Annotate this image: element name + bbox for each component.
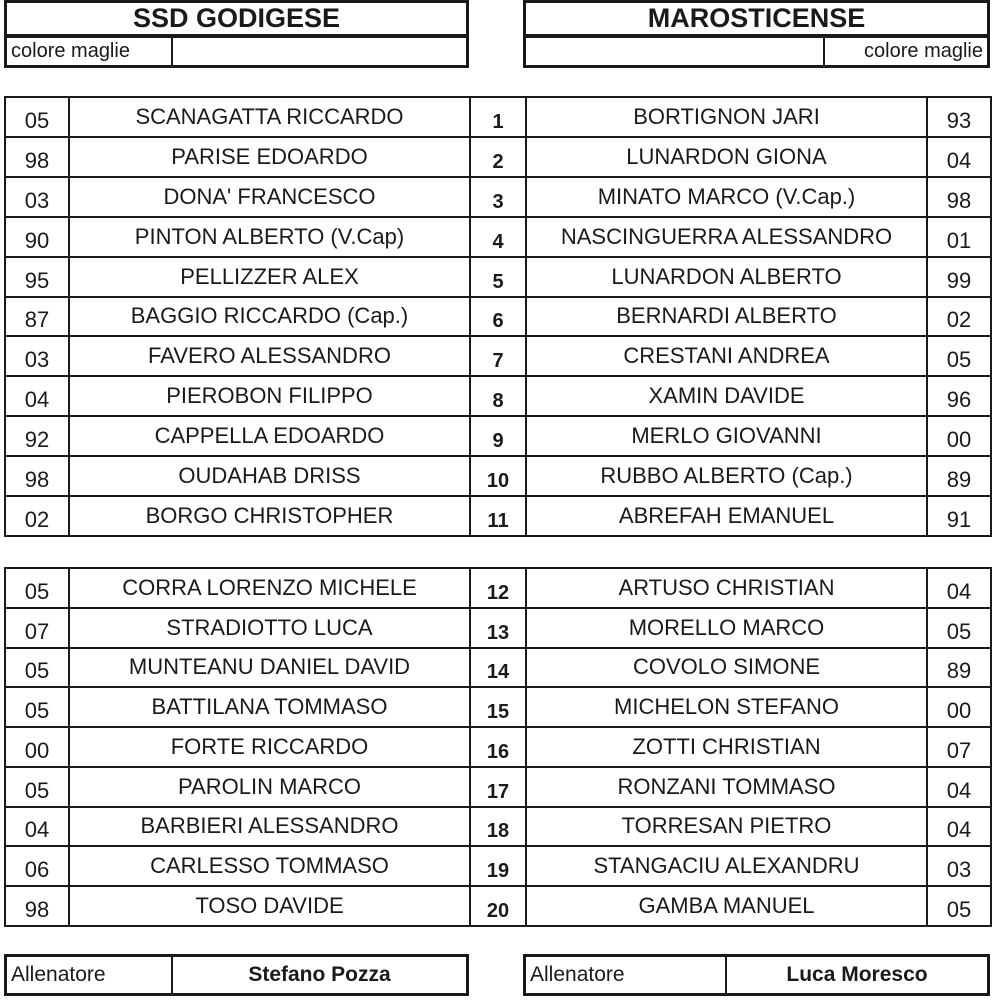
away-birth-year: 05 xyxy=(927,608,991,648)
home-player-name: FAVERO ALESSANDRO xyxy=(69,336,470,376)
home-player-name: TOSO DAVIDE xyxy=(69,886,470,926)
table-row xyxy=(5,767,991,807)
away-player-name: RONZANI TOMMASO xyxy=(526,767,927,807)
home-player-name: CORRA LORENZO MICHELE xyxy=(69,568,470,608)
home-player-name: BAGGIO RICCARDO (Cap.) xyxy=(69,297,470,337)
table-row xyxy=(5,177,991,217)
away-player-name: BORTIGNON JARI xyxy=(526,97,927,137)
home-player-name: SCANAGATTA RICCARDO xyxy=(69,97,470,137)
shirt-number: 5 xyxy=(470,257,526,297)
shirt-number: 15 xyxy=(470,687,526,727)
away-player-name: MICHELON STEFANO xyxy=(526,687,927,727)
shirt-number: 1 xyxy=(470,97,526,137)
away-birth-year: 99 xyxy=(927,257,991,297)
shirt-number: 12 xyxy=(470,568,526,608)
home-birth-year: 00 xyxy=(5,727,69,767)
home-birth-year: 03 xyxy=(5,177,69,217)
away-player-name: STANGACIU ALEXANDRU xyxy=(526,846,927,886)
home-birth-year: 98 xyxy=(5,886,69,926)
away-player-name: NASCINGUERRA ALESSANDRO xyxy=(526,217,927,257)
table-row xyxy=(5,376,991,416)
away-birth-year: 89 xyxy=(927,456,991,496)
home-player-name: MUNTEANU DANIEL DAVID xyxy=(69,648,470,688)
away-player-name: CRESTANI ANDREA xyxy=(526,336,927,376)
away-team-name-text: MAROSTICENSE xyxy=(647,3,866,33)
home-team-name-text: SSD GODIGESE xyxy=(132,3,341,33)
home-birth-year: 07 xyxy=(5,608,69,648)
away-birth-year: 03 xyxy=(927,846,991,886)
away-player-name: LUNARDON ALBERTO xyxy=(526,257,927,297)
away-player-name: GAMBA MANUEL xyxy=(526,886,927,926)
table-row xyxy=(5,456,991,496)
away-kit-label: colore maglie xyxy=(864,40,983,62)
away-coach-row xyxy=(523,954,990,996)
away-kit-row xyxy=(523,35,990,68)
home-player-name: CAPPELLA EDOARDO xyxy=(69,416,470,456)
away-player-name: ARTUSO CHRISTIAN xyxy=(526,568,927,608)
shirt-number: 9 xyxy=(470,416,526,456)
table-row xyxy=(5,807,991,847)
home-player-name: PELLIZZER ALEX xyxy=(69,257,470,297)
home-player-name: OUDAHAB DRISS xyxy=(69,456,470,496)
away-coach-name: Luca Moresco xyxy=(786,963,928,986)
home-player-name: DONA' FRANCESCO xyxy=(69,177,470,217)
away-player-name: ABREFAH EMANUEL xyxy=(526,496,927,536)
shirt-number: 20 xyxy=(470,886,526,926)
away-player-name: XAMIN DAVIDE xyxy=(526,376,927,416)
shirt-number: 13 xyxy=(470,608,526,648)
away-birth-year: 07 xyxy=(927,727,991,767)
home-kit-row xyxy=(4,35,469,68)
shirt-number: 19 xyxy=(470,846,526,886)
away-player-name: MINATO MARCO (V.Cap.) xyxy=(526,177,927,217)
home-birth-year: 98 xyxy=(5,137,69,177)
home-birth-year: 05 xyxy=(5,568,69,608)
away-birth-year: 00 xyxy=(927,416,991,456)
away-birth-year: 98 xyxy=(927,177,991,217)
away-birth-year: 93 xyxy=(927,97,991,137)
away-birth-year: 05 xyxy=(927,336,991,376)
table-row xyxy=(5,336,991,376)
away-birth-year: 04 xyxy=(927,568,991,608)
table-row xyxy=(5,97,991,137)
table-row xyxy=(5,137,991,177)
home-player-name: FORTE RICCARDO xyxy=(69,727,470,767)
away-birth-year: 01 xyxy=(927,217,991,257)
home-player-name: BATTILANA TOMMASO xyxy=(69,687,470,727)
home-birth-year: 87 xyxy=(5,297,69,337)
home-birth-year: 95 xyxy=(5,257,69,297)
away-birth-year: 89 xyxy=(927,648,991,688)
home-player-name: BORGO CHRISTOPHER xyxy=(69,496,470,536)
table-row xyxy=(5,496,991,536)
home-birth-year: 05 xyxy=(5,648,69,688)
away-player-name: BERNARDI ALBERTO xyxy=(526,297,927,337)
shirt-number: 8 xyxy=(470,376,526,416)
home-team-name xyxy=(4,0,469,37)
away-player-name: RUBBO ALBERTO (Cap.) xyxy=(526,456,927,496)
home-birth-year: 05 xyxy=(5,97,69,137)
home-coach-name: Stefano Pozza xyxy=(248,963,391,986)
shirt-number: 16 xyxy=(470,727,526,767)
away-player-name: MORELLO MARCO xyxy=(526,608,927,648)
shirt-number: 2 xyxy=(470,137,526,177)
shirt-number: 4 xyxy=(470,217,526,257)
shirt-number: 6 xyxy=(470,297,526,337)
table-row xyxy=(5,217,991,257)
away-birth-year: 05 xyxy=(927,886,991,926)
away-coach-label: Allenatore xyxy=(526,957,727,993)
home-birth-year: 04 xyxy=(5,376,69,416)
away-player-name: COVOLO SIMONE xyxy=(526,648,927,688)
home-player-name: STRADIOTTO LUCA xyxy=(69,608,470,648)
shirt-number: 17 xyxy=(470,767,526,807)
home-birth-year: 05 xyxy=(5,687,69,727)
home-birth-year: 90 xyxy=(5,217,69,257)
away-birth-year: 96 xyxy=(927,376,991,416)
shirt-number: 18 xyxy=(470,807,526,847)
table-row xyxy=(5,687,991,727)
away-birth-year: 00 xyxy=(927,687,991,727)
home-player-name: PIEROBON FILIPPO xyxy=(69,376,470,416)
shirt-number: 3 xyxy=(470,177,526,217)
away-team-name xyxy=(523,0,990,37)
home-birth-year: 98 xyxy=(5,456,69,496)
home-birth-year: 02 xyxy=(5,496,69,536)
away-birth-year: 04 xyxy=(927,807,991,847)
home-coach-label: Allenatore xyxy=(7,957,173,993)
table-row xyxy=(5,886,991,926)
home-birth-year: 04 xyxy=(5,807,69,847)
table-row xyxy=(5,846,991,886)
table-row xyxy=(5,608,991,648)
starters-table xyxy=(4,96,990,537)
away-player-name: ZOTTI CHRISTIAN xyxy=(526,727,927,767)
home-player-name: PARISE EDOARDO xyxy=(69,137,470,177)
shirt-number: 7 xyxy=(470,336,526,376)
home-kit-label: colore maglie xyxy=(7,38,173,65)
away-birth-year: 02 xyxy=(927,297,991,337)
table-row xyxy=(5,297,991,337)
away-player-name: TORRESAN PIETRO xyxy=(526,807,927,847)
away-player-name: LUNARDON GIONA xyxy=(526,137,927,177)
home-birth-year: 05 xyxy=(5,767,69,807)
away-birth-year: 04 xyxy=(927,767,991,807)
table-row xyxy=(5,727,991,767)
home-player-name: CARLESSO TOMMASO xyxy=(69,846,470,886)
reserves-table xyxy=(4,567,990,927)
away-birth-year: 04 xyxy=(927,137,991,177)
table-row xyxy=(5,257,991,297)
home-birth-year: 03 xyxy=(5,336,69,376)
shirt-number: 14 xyxy=(470,648,526,688)
shirt-number: 10 xyxy=(470,456,526,496)
home-player-name: BARBIERI ALESSANDRO xyxy=(69,807,470,847)
home-kit-value xyxy=(173,38,466,65)
away-kit-value xyxy=(526,38,825,65)
table-row xyxy=(5,648,991,688)
shirt-number: 11 xyxy=(470,496,526,536)
table-row xyxy=(5,568,991,608)
home-birth-year: 06 xyxy=(5,846,69,886)
table-row xyxy=(5,416,991,456)
home-player-name: PINTON ALBERTO (V.Cap) xyxy=(69,217,470,257)
home-coach-row xyxy=(4,954,469,996)
home-birth-year: 92 xyxy=(5,416,69,456)
home-player-name: PAROLIN MARCO xyxy=(69,767,470,807)
away-player-name: MERLO GIOVANNI xyxy=(526,416,927,456)
away-birth-year: 91 xyxy=(927,496,991,536)
